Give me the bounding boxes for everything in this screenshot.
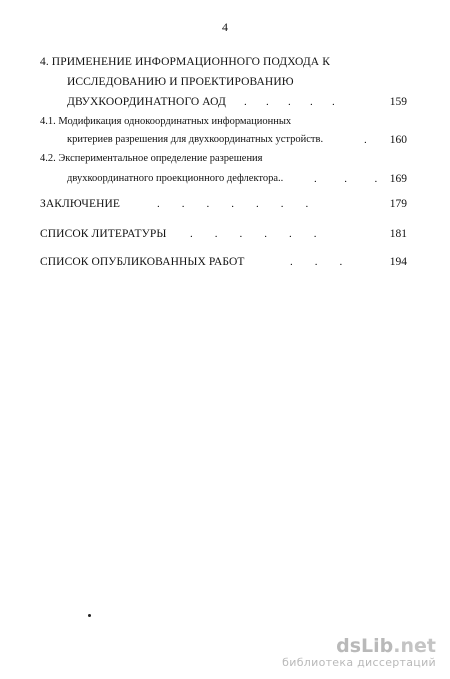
toc-page-number: 194 [389,256,407,268]
toc-page-number: 159 [389,96,407,108]
toc-entry-4-line-3: ДВУХКООРДИНАТНОГО АОД [67,96,226,108]
toc-page-number: 160 [389,134,407,146]
toc-page-number: 169 [389,173,407,185]
dslib-watermark [282,636,436,670]
watermark-logo-main: dsLib [336,635,394,657]
toc-leader-dots: . . . . . . [190,228,317,240]
toc-page-number: 179 [389,198,407,210]
stray-dot [88,614,91,617]
toc-entry-4-1-line-1: 4.1. Модификация однокоординатных информационных [40,116,292,127]
toc-leader-dots: . . . [290,256,343,268]
toc-leader-dots: . . . [314,173,378,185]
toc-leader-dots: . . . . . [244,96,335,108]
watermark-logo-tld: .net [393,635,436,657]
toc-page-number: 181 [389,228,407,240]
toc-entry-4-line-1: 4. ПРИМЕНЕНИЕ ИНФОРМАЦИОННОГО ПОДХОДА К [40,56,330,68]
toc-entry-publications-title: СПИСОК ОПУБЛИКОВАННЫХ РАБОТ [40,256,245,268]
toc-entry-conclusion-title: ЗАКЛЮЧЕНИЕ [40,198,121,210]
toc-entry-4-2-line-1: 4.2. Экспериментальное определение разрешения [40,153,263,164]
watermark-subtitle: библиотека диссертаций [282,656,436,669]
toc-leader-dots: . [364,134,367,146]
toc-entry-references-title: СПИСОК ЛИТЕРАТУРЫ [40,228,167,240]
page-number: 4 [222,20,228,34]
toc-entry-4-2-line-2: двухкоординатного проекционного дефлектора.. [67,173,284,184]
toc-entry-4-line-2: ИССЛЕДОВАНИЮ И ПРОЕКТИРОВАНИЮ [67,76,294,88]
toc-entry-4-1-line-2: критериев разрешения для двухкоординатных устройств. [67,134,324,145]
toc-leader-dots: . . . . . . . [157,198,309,210]
watermark-logo [282,636,436,656]
